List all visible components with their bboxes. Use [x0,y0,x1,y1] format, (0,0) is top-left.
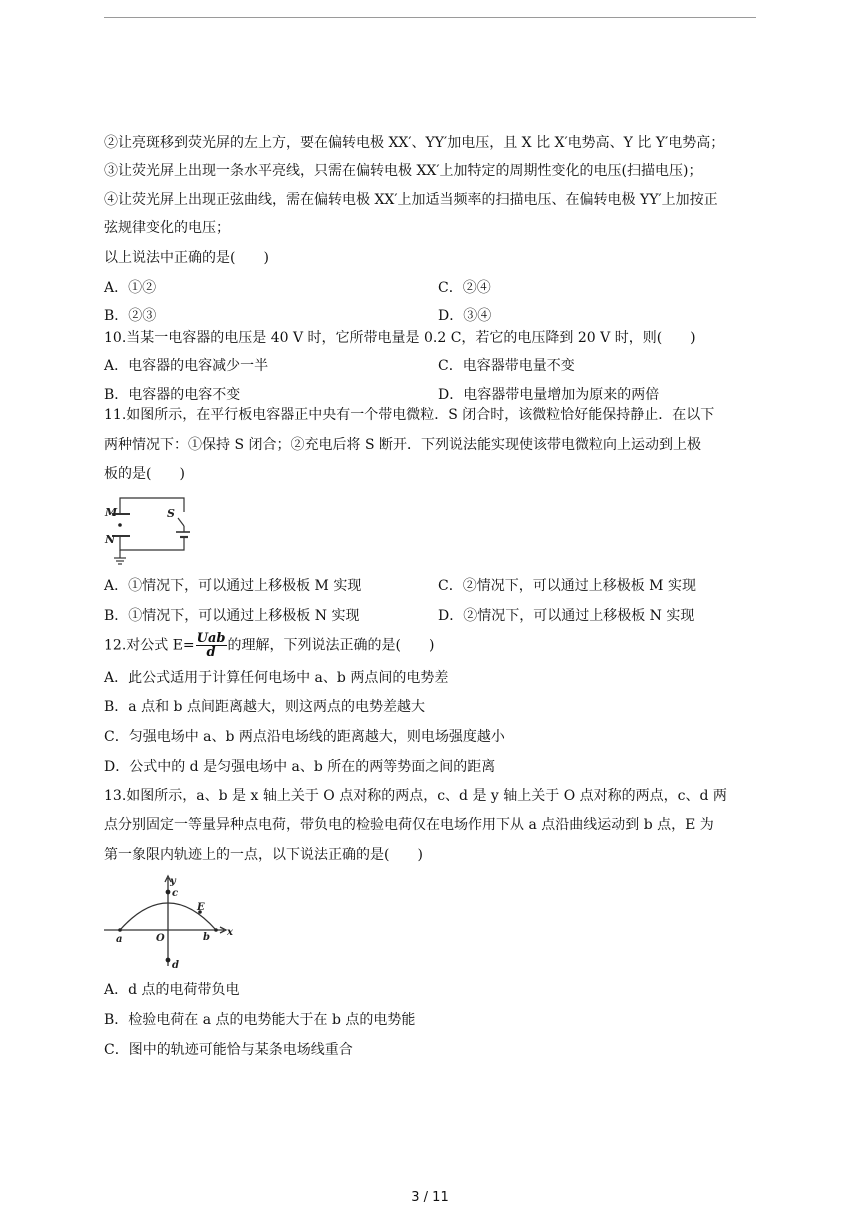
q13-option-b: B．检验电荷在 a 点的电势能大于在 b 点的电势能 [104,1012,416,1028]
q12-option-a: A．此公式适用于计算任何电场中 a、b 两点间的电势差 [104,670,449,686]
q13-option-a: A．d 点的电荷带负电 [104,982,240,998]
label-n: N [105,533,116,546]
q11-stem-line2: 两种情况下：①保持 S 闭合；②充电后将 S 断开．下列说法能实现使该带电微粒向上运动到上极 [104,437,701,453]
label-y: y [170,876,176,887]
label-d: d [172,960,179,971]
q12-stem [104,632,434,659]
label-a: a [116,934,123,945]
q10-option-b: B．电容器的电容不变 [104,387,241,403]
q12-stem-suffix: 的理解，下列说法正确的是( ) [227,637,435,654]
charged-particle [118,523,122,527]
q11-option-b: B．①情况下，可以通过上移极板 N 实现 [104,608,360,624]
switch-s [178,518,184,526]
q12-stem-prefix: 12.对公式 E= [104,637,195,654]
q12-option-d: D．公式中的 d 是匀强电场中 a、b 所在的两等势面之间的距离 [104,759,496,775]
fraction-numerator: Uab [196,631,226,646]
q11-stem-line3: 板的是( ) [104,466,185,482]
point-a [118,928,122,932]
q13-stem-line3: 第一象限内轨迹上的一点，以下说法正确的是( ) [104,847,423,863]
q9-option-d: D．③④ [438,308,492,324]
q10-option-c: C．电容器带电量不变 [438,358,575,374]
label-x: x [227,927,233,938]
page-number: 3 / 11 [411,1190,449,1205]
q9-statement-2: ②让亮斑移到荧光屏的左上方，要在偏转电极 XX′、YY′加电压，且 X 比 X′电势高、Y 比 Y′电势高； [104,135,725,151]
label-c: c [172,888,179,899]
point-b [214,928,218,932]
circuit-bottom-wire [120,536,178,550]
fraction-denominator: d [206,645,216,660]
q10-option-d: D．电容器带电量增加为原来的两倍 [438,387,660,403]
q12-option-b: B．a 点和 b 点间距离越大，则这两点的电势差越大 [104,699,425,715]
q11-option-c: C．②情况下，可以通过上移极板 M 实现 [438,578,696,594]
q12-option-c: C．匀强电场中 a、b 两点沿电场线的距离越大，则电场强度越小 [104,729,505,745]
q13-stem-line2: 点分别固定一等量异种点电荷，带负电的检验电荷仅在电场作用下从 a 点沿曲线运动到 b 点，E 为 [104,817,714,833]
q9-option-a: A．①② [104,280,157,296]
q10-stem: 10.当某一电容器的电压是 40 V 时，它所带电量是 0.2 C，若它的电压降到 20 V 时，则( ) [104,330,696,346]
q13-stem-line1: 13.如图所示，a、b 是 x 轴上关于 O 点对称的两点，c、d 是 y 轴上关于 O 点对称的两点，c、d 两 [104,788,727,804]
charge-d [166,958,171,963]
q9-statement-4-line2: 弦规律变化的电压； [104,220,230,236]
header-rule [104,17,756,18]
q13-option-c: C．图中的轨迹可能恰与某条电场线重合 [104,1042,353,1058]
q9-statement-3: ③让荧光屏上出现一条水平亮线，只需在偏转电极 XX′上加特定的周期性变化的电压(扫描电压)； [104,163,703,179]
label-e: E [197,902,205,913]
q11-option-d: D．②情况下，可以通过上移极板 N 实现 [438,608,695,624]
trajectory-figure [100,872,240,972]
q9-stem: 以上说法中正确的是( ) [104,250,269,266]
q9-option-c: C．②④ [438,280,491,296]
label-b: b [203,932,210,943]
label-o: O [156,933,165,944]
q11-option-a: A．①情况下，可以通过上移极板 M 实现 [104,578,362,594]
capacitor-circuit-figure [104,492,190,568]
q10-option-a: A．电容器的电容减少一半 [104,358,269,374]
charge-c [166,890,171,895]
formula-fraction [196,632,227,659]
q11-stem-line1: 11.如图所示，在平行板电容器正中央有一个带电微粒．S 闭合时，该微粒恰好能保持静止．在以下 [104,407,715,423]
q9-option-b: B．②③ [104,308,157,324]
label-s: S [167,507,175,520]
q9-statement-4-line1: ④让荧光屏上出现正弦曲线，需在偏转电极 XX′上加适当频率的扫描电压、在偏转电极 YY′上加按正 [104,192,718,208]
label-m: M [105,506,118,519]
